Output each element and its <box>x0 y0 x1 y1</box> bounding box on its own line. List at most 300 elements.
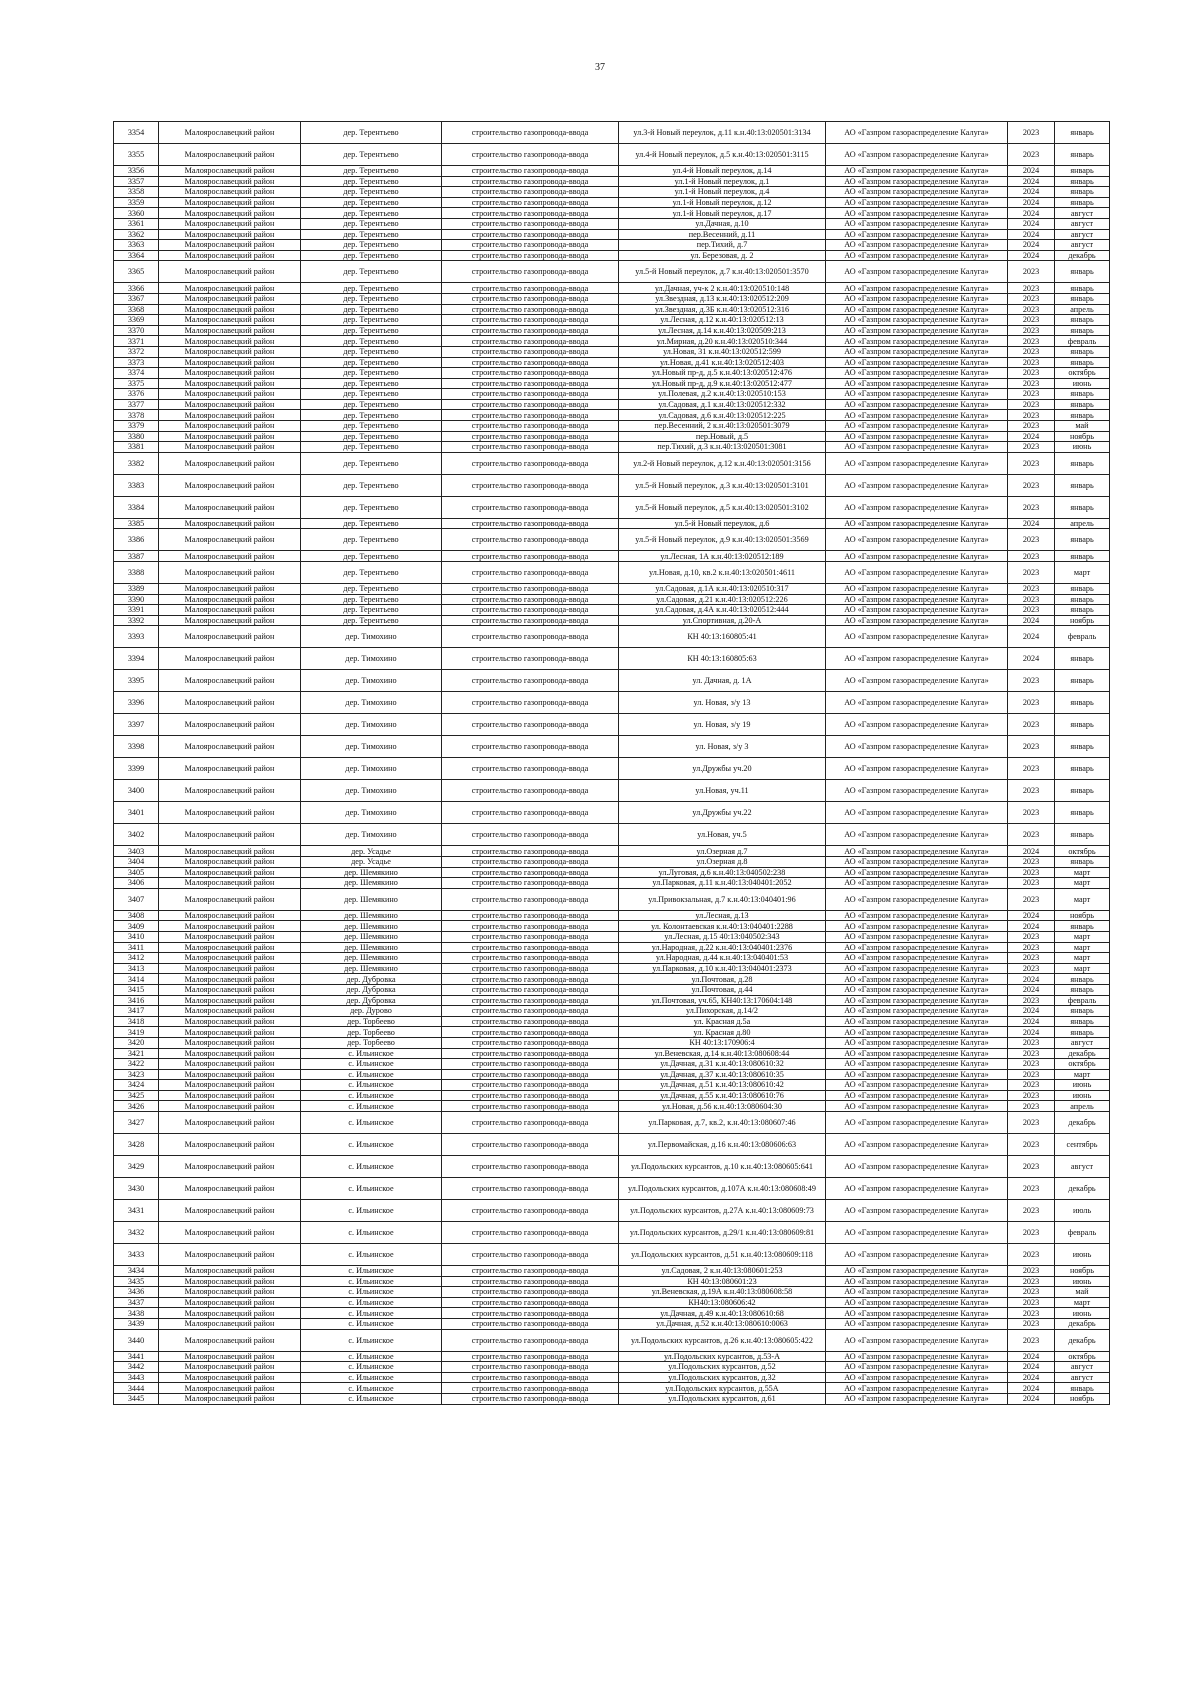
month-cell: январь <box>1055 1027 1110 1038</box>
settlement-cell: дер. Тимохино <box>301 758 442 780</box>
address-cell: ул.Подольских курсантов, д.32 <box>619 1372 826 1383</box>
month-cell: январь <box>1055 857 1110 868</box>
table-row <box>114 368 1110 379</box>
address-cell: ул.Новая, уч.11 <box>619 780 826 802</box>
district-cell: Малоярославецкий район <box>159 1156 301 1178</box>
work-type-cell: строительство газопровода-ввода <box>442 1319 619 1330</box>
district-cell: Малоярославецкий район <box>159 529 301 551</box>
year-cell: 2023 <box>1008 963 1055 974</box>
settlement-cell: с. Ильинское <box>301 1319 442 1330</box>
month-cell: ноябрь <box>1055 615 1110 626</box>
address-cell: ул.Дачная, д.51 к.н.40:13:080610:42 <box>619 1080 826 1091</box>
work-type-cell: строительство газопровода-ввода <box>442 378 619 389</box>
settlement-cell: дер. Усадье <box>301 846 442 857</box>
district-cell: Малоярославецкий район <box>159 1329 301 1351</box>
settlement-cell: с. Ильинское <box>301 1266 442 1277</box>
district-cell: Малоярославецкий район <box>159 670 301 692</box>
address-cell: ул.Лесная, д.15 40:13:040502:343 <box>619 931 826 942</box>
district-cell: Малоярославецкий район <box>159 496 301 518</box>
work-type-cell: строительство газопровода-ввода <box>442 144 619 166</box>
year-cell: 2023 <box>1008 368 1055 379</box>
row-number: 3429 <box>114 1156 159 1178</box>
month-cell: январь <box>1055 1383 1110 1394</box>
table-row <box>114 315 1110 326</box>
row-number: 3364 <box>114 250 159 261</box>
row-number: 3414 <box>114 974 159 985</box>
table-row <box>114 1372 1110 1383</box>
settlement-cell: дер. Терентьево <box>301 197 442 208</box>
month-cell: февраль <box>1055 336 1110 347</box>
address-cell: ул.Веневская, д.19А к.н.40:13:080608:58 <box>619 1287 826 1298</box>
organization-cell: АО «Газпром газораспределение Калуга» <box>826 1372 1008 1383</box>
address-cell: ул. Колонтаевская к.н.40:13:040401:2288 <box>619 921 826 932</box>
row-number: 3378 <box>114 410 159 421</box>
month-cell: ноябрь <box>1055 431 1110 442</box>
address-cell: ул.Звездная, д.13 к.н.40:13:020512:209 <box>619 293 826 304</box>
table-row <box>114 1059 1110 1070</box>
organization-cell: АО «Газпром газораспределение Калуга» <box>826 551 1008 562</box>
month-cell: январь <box>1055 984 1110 995</box>
row-number: 3421 <box>114 1048 159 1059</box>
settlement-cell: дер. Терентьево <box>301 551 442 562</box>
year-cell: 2023 <box>1008 1222 1055 1244</box>
settlement-cell: с. Ильинское <box>301 1134 442 1156</box>
work-type-cell: строительство газопровода-ввода <box>442 1016 619 1027</box>
row-number: 3381 <box>114 442 159 453</box>
organization-cell: АО «Газпром газораспределение Калуга» <box>826 584 1008 595</box>
organization-cell: АО «Газпром газораспределение Калуга» <box>826 648 1008 670</box>
year-cell: 2023 <box>1008 824 1055 846</box>
organization-cell: АО «Газпром газораспределение Калуга» <box>826 758 1008 780</box>
address-cell: ул.Пихорская, д.14/2 <box>619 1006 826 1017</box>
settlement-cell: дер. Торбеево <box>301 1037 442 1048</box>
organization-cell: АО «Газпром газораспределение Калуга» <box>826 1178 1008 1200</box>
table-row <box>114 1080 1110 1091</box>
table-row <box>114 389 1110 400</box>
year-cell: 2023 <box>1008 1090 1055 1101</box>
organization-cell: АО «Газпром газораспределение Калуга» <box>826 846 1008 857</box>
row-number: 3403 <box>114 846 159 857</box>
settlement-cell: с. Ильинское <box>301 1276 442 1287</box>
table-row <box>114 452 1110 474</box>
row-number: 3433 <box>114 1244 159 1266</box>
table-row <box>114 1016 1110 1027</box>
month-cell: февраль <box>1055 626 1110 648</box>
address-cell: ул.Подольских курсантов, д.55А <box>619 1383 826 1394</box>
row-number: 3373 <box>114 357 159 368</box>
year-cell: 2023 <box>1008 692 1055 714</box>
settlement-cell: дер. Терентьево <box>301 187 442 198</box>
row-number: 3369 <box>114 315 159 326</box>
organization-cell: АО «Газпром газораспределение Калуга» <box>826 336 1008 347</box>
year-cell: 2024 <box>1008 176 1055 187</box>
district-cell: Малоярославецкий район <box>159 736 301 758</box>
settlement-cell: дер. Терентьево <box>301 144 442 166</box>
work-type-cell: строительство газопровода-ввода <box>442 421 619 432</box>
settlement-cell: с. Ильинское <box>301 1200 442 1222</box>
work-type-cell: строительство газопровода-ввода <box>442 229 619 240</box>
organization-cell: АО «Газпром газораспределение Калуга» <box>826 942 1008 953</box>
organization-cell: АО «Газпром газораспределение Калуга» <box>826 1266 1008 1277</box>
table-row <box>114 615 1110 626</box>
address-cell: ул.Звездная, д.3Б к.н.40:13:020512:316 <box>619 304 826 315</box>
month-cell: январь <box>1055 389 1110 400</box>
row-number: 3361 <box>114 218 159 229</box>
organization-cell: АО «Газпром газораспределение Калуга» <box>826 421 1008 432</box>
month-cell: ноябрь <box>1055 1266 1110 1277</box>
district-cell: Малоярославецкий район <box>159 1362 301 1373</box>
year-cell: 2024 <box>1008 240 1055 251</box>
address-cell: ул.5-й Новый переулок, д.7 к.н.40:13:020501:3570 <box>619 261 826 283</box>
address-cell: ул.Дружбы уч.20 <box>619 758 826 780</box>
district-cell: Малоярославецкий район <box>159 187 301 198</box>
year-cell: 2023 <box>1008 1069 1055 1080</box>
table-row <box>114 584 1110 595</box>
month-cell: апрель <box>1055 1101 1110 1112</box>
table-row <box>114 474 1110 496</box>
work-type-cell: строительство газопровода-ввода <box>442 942 619 953</box>
settlement-cell: дер. Терентьево <box>301 283 442 294</box>
year-cell: 2023 <box>1008 1329 1055 1351</box>
settlement-cell: дер. Дубровка <box>301 995 442 1006</box>
organization-cell: АО «Газпром газораспределение Калуга» <box>826 496 1008 518</box>
year-cell: 2023 <box>1008 736 1055 758</box>
settlement-cell: дер. Терентьево <box>301 562 442 584</box>
work-type-cell: строительство газопровода-ввода <box>442 389 619 400</box>
row-number: 3425 <box>114 1090 159 1101</box>
year-cell: 2023 <box>1008 496 1055 518</box>
month-cell: декабрь <box>1055 1112 1110 1134</box>
organization-cell: АО «Газпром газораспределение Калуга» <box>826 261 1008 283</box>
row-number: 3441 <box>114 1351 159 1362</box>
table-row <box>114 229 1110 240</box>
organization-cell: АО «Газпром газораспределение Калуга» <box>826 325 1008 336</box>
organization-cell: АО «Газпром газораспределение Калуга» <box>826 802 1008 824</box>
work-type-cell: строительство газопровода-ввода <box>442 1329 619 1351</box>
address-cell: ул.Парковая, д.7, кв.2, к.н.40:13:080607:46 <box>619 1112 826 1134</box>
work-type-cell: строительство газопровода-ввода <box>442 176 619 187</box>
month-cell: июнь <box>1055 1308 1110 1319</box>
table-row <box>114 1319 1110 1330</box>
district-cell: Малоярославецкий район <box>159 1276 301 1287</box>
month-cell: июнь <box>1055 378 1110 389</box>
month-cell: январь <box>1055 452 1110 474</box>
work-type-cell: строительство газопровода-ввода <box>442 1287 619 1298</box>
work-type-cell: строительство газопровода-ввода <box>442 670 619 692</box>
month-cell: апрель <box>1055 518 1110 529</box>
settlement-cell: с. Ильинское <box>301 1308 442 1319</box>
year-cell: 2023 <box>1008 867 1055 878</box>
district-cell: Малоярославецкий район <box>159 315 301 326</box>
table-row <box>114 1178 1110 1200</box>
settlement-cell: дер. Тимохино <box>301 780 442 802</box>
district-cell: Малоярославецкий район <box>159 1059 301 1070</box>
month-cell: декабрь <box>1055 1319 1110 1330</box>
organization-cell: АО «Газпром газораспределение Калуга» <box>826 1351 1008 1362</box>
address-cell: ул.Садовая, д.6 к.н.40:13:020512:225 <box>619 410 826 421</box>
settlement-cell: дер. Терентьево <box>301 442 442 453</box>
month-cell: январь <box>1055 758 1110 780</box>
district-cell: Малоярославецкий район <box>159 229 301 240</box>
district-cell: Малоярославецкий район <box>159 357 301 368</box>
month-cell: январь <box>1055 122 1110 144</box>
work-type-cell: строительство газопровода-ввода <box>442 1351 619 1362</box>
address-cell: ул.Новая, 31 к.н.40:13:020512:599 <box>619 346 826 357</box>
work-type-cell: строительство газопровода-ввода <box>442 1048 619 1059</box>
district-cell: Малоярославецкий район <box>159 963 301 974</box>
work-type-cell: строительство газопровода-ввода <box>442 736 619 758</box>
address-cell: ул.1-й Новый переулок, д.17 <box>619 208 826 219</box>
table-row <box>114 626 1110 648</box>
row-number: 3420 <box>114 1037 159 1048</box>
table-row <box>114 867 1110 878</box>
settlement-cell: дер. Шемякино <box>301 878 442 889</box>
settlement-cell: дер. Тимохино <box>301 670 442 692</box>
year-cell: 2024 <box>1008 984 1055 995</box>
row-number: 3409 <box>114 921 159 932</box>
work-type-cell: строительство газопровода-ввода <box>442 584 619 595</box>
row-number: 3435 <box>114 1276 159 1287</box>
organization-cell: АО «Газпром газораспределение Калуга» <box>826 346 1008 357</box>
year-cell: 2023 <box>1008 931 1055 942</box>
year-cell: 2023 <box>1008 1287 1055 1298</box>
settlement-cell: дер. Шемякино <box>301 931 442 942</box>
organization-cell: АО «Газпром газораспределение Калуга» <box>826 1048 1008 1059</box>
settlement-cell: с. Ильинское <box>301 1178 442 1200</box>
year-cell: 2023 <box>1008 1319 1055 1330</box>
month-cell: март <box>1055 878 1110 889</box>
row-number: 3426 <box>114 1101 159 1112</box>
row-number: 3436 <box>114 1287 159 1298</box>
table-row <box>114 240 1110 251</box>
settlement-cell: дер. Шемякино <box>301 921 442 932</box>
year-cell: 2023 <box>1008 562 1055 584</box>
settlement-cell: дер. Дурово <box>301 1006 442 1017</box>
district-cell: Малоярославецкий район <box>159 995 301 1006</box>
table-row <box>114 942 1110 953</box>
settlement-cell: с. Ильинское <box>301 1244 442 1266</box>
address-cell: ул.Подольских курсантов, д.107А к.н.40:13:080608:49 <box>619 1178 826 1200</box>
work-type-cell: строительство газопровода-ввода <box>442 1372 619 1383</box>
month-cell: январь <box>1055 780 1110 802</box>
address-cell: ул.1-й Новый переулок, д.1 <box>619 176 826 187</box>
district-cell: Малоярославецкий район <box>159 648 301 670</box>
table-row <box>114 346 1110 357</box>
year-cell: 2024 <box>1008 1372 1055 1383</box>
work-type-cell: строительство газопровода-ввода <box>442 431 619 442</box>
table-row <box>114 1101 1110 1112</box>
month-cell: январь <box>1055 144 1110 166</box>
organization-cell: АО «Газпром газораспределение Калуга» <box>826 963 1008 974</box>
settlement-cell: дер. Торбеево <box>301 1016 442 1027</box>
district-cell: Малоярославецкий район <box>159 1090 301 1101</box>
table-row <box>114 995 1110 1006</box>
work-type-cell: строительство газопровода-ввода <box>442 1027 619 1038</box>
table-row <box>114 431 1110 442</box>
month-cell: октябрь <box>1055 846 1110 857</box>
organization-cell: АО «Газпром газораспределение Калуга» <box>826 1244 1008 1266</box>
organization-cell: АО «Газпром газораспределение Калуга» <box>826 626 1008 648</box>
district-cell: Малоярославецкий район <box>159 1351 301 1362</box>
settlement-cell: с. Ильинское <box>301 1394 442 1405</box>
table-row <box>114 518 1110 529</box>
district-cell: Малоярославецкий район <box>159 421 301 432</box>
year-cell: 2024 <box>1008 1006 1055 1017</box>
district-cell: Малоярославецкий район <box>159 1006 301 1017</box>
row-number: 3360 <box>114 208 159 219</box>
year-cell: 2024 <box>1008 187 1055 198</box>
district-cell: Малоярославецкий район <box>159 1016 301 1027</box>
settlement-cell: дер. Терентьево <box>301 368 442 379</box>
organization-cell: АО «Газпром газораспределение Калуга» <box>826 368 1008 379</box>
table-row <box>114 1006 1110 1017</box>
month-cell: март <box>1055 888 1110 910</box>
row-number: 3365 <box>114 261 159 283</box>
work-type-cell: строительство газопровода-ввода <box>442 1276 619 1287</box>
settlement-cell: дер. Тимохино <box>301 736 442 758</box>
table-row <box>114 197 1110 208</box>
row-number: 3390 <box>114 594 159 605</box>
settlement-cell: с. Ильинское <box>301 1156 442 1178</box>
settlement-cell: дер. Терентьево <box>301 584 442 595</box>
row-number: 3400 <box>114 780 159 802</box>
work-type-cell: строительство газопровода-ввода <box>442 910 619 921</box>
settlement-cell: дер. Торбеево <box>301 1027 442 1038</box>
work-type-cell: строительство газопровода-ввода <box>442 368 619 379</box>
table-row <box>114 780 1110 802</box>
month-cell: август <box>1055 1362 1110 1373</box>
organization-cell: АО «Газпром газораспределение Калуга» <box>826 166 1008 177</box>
address-cell: ул.Почтовая, д.28 <box>619 974 826 985</box>
address-cell: ул.Дачная, д.52 к.н.40:13:080610:0063 <box>619 1319 826 1330</box>
month-cell: август <box>1055 229 1110 240</box>
work-type-cell: строительство газопровода-ввода <box>442 293 619 304</box>
row-number: 3380 <box>114 431 159 442</box>
address-cell: КН 40:13:080601:23 <box>619 1276 826 1287</box>
row-number: 3386 <box>114 529 159 551</box>
work-type-cell: строительство газопровода-ввода <box>442 1394 619 1405</box>
row-number: 3387 <box>114 551 159 562</box>
settlement-cell: дер. Терентьево <box>301 346 442 357</box>
settlement-cell: дер. Шемякино <box>301 963 442 974</box>
work-type-cell: строительство газопровода-ввода <box>442 1112 619 1134</box>
work-type-cell: строительство газопровода-ввода <box>442 984 619 995</box>
table-row <box>114 1048 1110 1059</box>
address-cell: ул.Дачная, д.49 к.н.40:13:080610:68 <box>619 1308 826 1319</box>
month-cell: февраль <box>1055 995 1110 1006</box>
address-cell: ул.1-й Новый переулок, д.4 <box>619 187 826 198</box>
year-cell: 2023 <box>1008 1037 1055 1048</box>
organization-cell: АО «Газпром газораспределение Калуга» <box>826 389 1008 400</box>
year-cell: 2024 <box>1008 1027 1055 1038</box>
organization-cell: АО «Газпром газораспределение Калуга» <box>826 250 1008 261</box>
work-type-cell: строительство газопровода-ввода <box>442 867 619 878</box>
district-cell: Малоярославецкий район <box>159 1027 301 1038</box>
district-cell: Малоярославецкий район <box>159 442 301 453</box>
month-cell: январь <box>1055 474 1110 496</box>
address-cell: пер.Тихий, д.3 к.н.40:13:020501:3081 <box>619 442 826 453</box>
row-number: 3398 <box>114 736 159 758</box>
organization-cell: АО «Газпром газораспределение Калуга» <box>826 1037 1008 1048</box>
table-row <box>114 325 1110 336</box>
settlement-cell: дер. Шемякино <box>301 888 442 910</box>
district-cell: Малоярославецкий район <box>159 208 301 219</box>
work-type-cell: строительство газопровода-ввода <box>442 802 619 824</box>
address-cell: ул.Привокзальная, д.7 к.н.40:13:040401:96 <box>619 888 826 910</box>
table-row <box>114 714 1110 736</box>
district-cell: Малоярославецкий район <box>159 1069 301 1080</box>
district-cell: Малоярославецкий район <box>159 878 301 889</box>
month-cell: январь <box>1055 802 1110 824</box>
settlement-cell: с. Ильинское <box>301 1329 442 1351</box>
row-number: 3422 <box>114 1059 159 1070</box>
address-cell: ул.Лесная, 1А к.н.40:13:020512:189 <box>619 551 826 562</box>
year-cell: 2023 <box>1008 714 1055 736</box>
month-cell: сентябрь <box>1055 1134 1110 1156</box>
table-row <box>114 1069 1110 1080</box>
district-cell: Малоярославецкий район <box>159 605 301 616</box>
month-cell: декабрь <box>1055 1329 1110 1351</box>
year-cell: 2023 <box>1008 474 1055 496</box>
settlement-cell: дер. Терентьево <box>301 529 442 551</box>
year-cell: 2023 <box>1008 1048 1055 1059</box>
work-type-cell: строительство газопровода-ввода <box>442 261 619 283</box>
district-cell: Малоярославецкий район <box>159 1319 301 1330</box>
address-cell: пер.Новый, д.5 <box>619 431 826 442</box>
district-cell: Малоярославецкий район <box>159 250 301 261</box>
table-row <box>114 176 1110 187</box>
table-row <box>114 846 1110 857</box>
row-number: 3382 <box>114 452 159 474</box>
district-cell: Малоярославецкий район <box>159 584 301 595</box>
month-cell: ноябрь <box>1055 910 1110 921</box>
address-cell: ул. Новая, з/у 19 <box>619 714 826 736</box>
district-cell: Малоярославецкий район <box>159 551 301 562</box>
address-cell: ул. Красная д.80 <box>619 1027 826 1038</box>
address-cell: ул.Луговая, д.6 к.н.40:13:040502:238 <box>619 867 826 878</box>
settlement-cell: дер. Дубровка <box>301 984 442 995</box>
organization-cell: АО «Газпром газораспределение Калуга» <box>826 357 1008 368</box>
district-cell: Малоярославецкий район <box>159 692 301 714</box>
settlement-cell: дер. Тимохино <box>301 648 442 670</box>
organization-cell: АО «Газпром газораспределение Калуга» <box>826 452 1008 474</box>
organization-cell: АО «Газпром газораспределение Калуга» <box>826 1027 1008 1038</box>
month-cell: январь <box>1055 187 1110 198</box>
year-cell: 2023 <box>1008 857 1055 868</box>
table-row <box>114 336 1110 347</box>
address-cell: ул.Озерная д.8 <box>619 857 826 868</box>
settlement-cell: дер. Усадье <box>301 857 442 868</box>
address-cell: ул. Новая, з/у 13 <box>619 692 826 714</box>
district-cell: Малоярославецкий район <box>159 399 301 410</box>
work-type-cell: строительство газопровода-ввода <box>442 529 619 551</box>
row-number: 3418 <box>114 1016 159 1027</box>
row-number: 3443 <box>114 1372 159 1383</box>
settlement-cell: дер. Шемякино <box>301 942 442 953</box>
row-number: 3358 <box>114 187 159 198</box>
year-cell: 2024 <box>1008 1016 1055 1027</box>
settlement-cell: дер. Терентьево <box>301 166 442 177</box>
organization-cell: АО «Газпром газораспределение Калуга» <box>826 1276 1008 1287</box>
address-cell: ул.Новый пр-д, д.5 к.н.40:13:020512:476 <box>619 368 826 379</box>
table-row <box>114 293 1110 304</box>
organization-cell: АО «Газпром газораспределение Калуга» <box>826 529 1008 551</box>
year-cell: 2023 <box>1008 315 1055 326</box>
table-row <box>114 1134 1110 1156</box>
settlement-cell: дер. Тимохино <box>301 692 442 714</box>
row-number: 3356 <box>114 166 159 177</box>
district-cell: Малоярославецкий район <box>159 1308 301 1319</box>
